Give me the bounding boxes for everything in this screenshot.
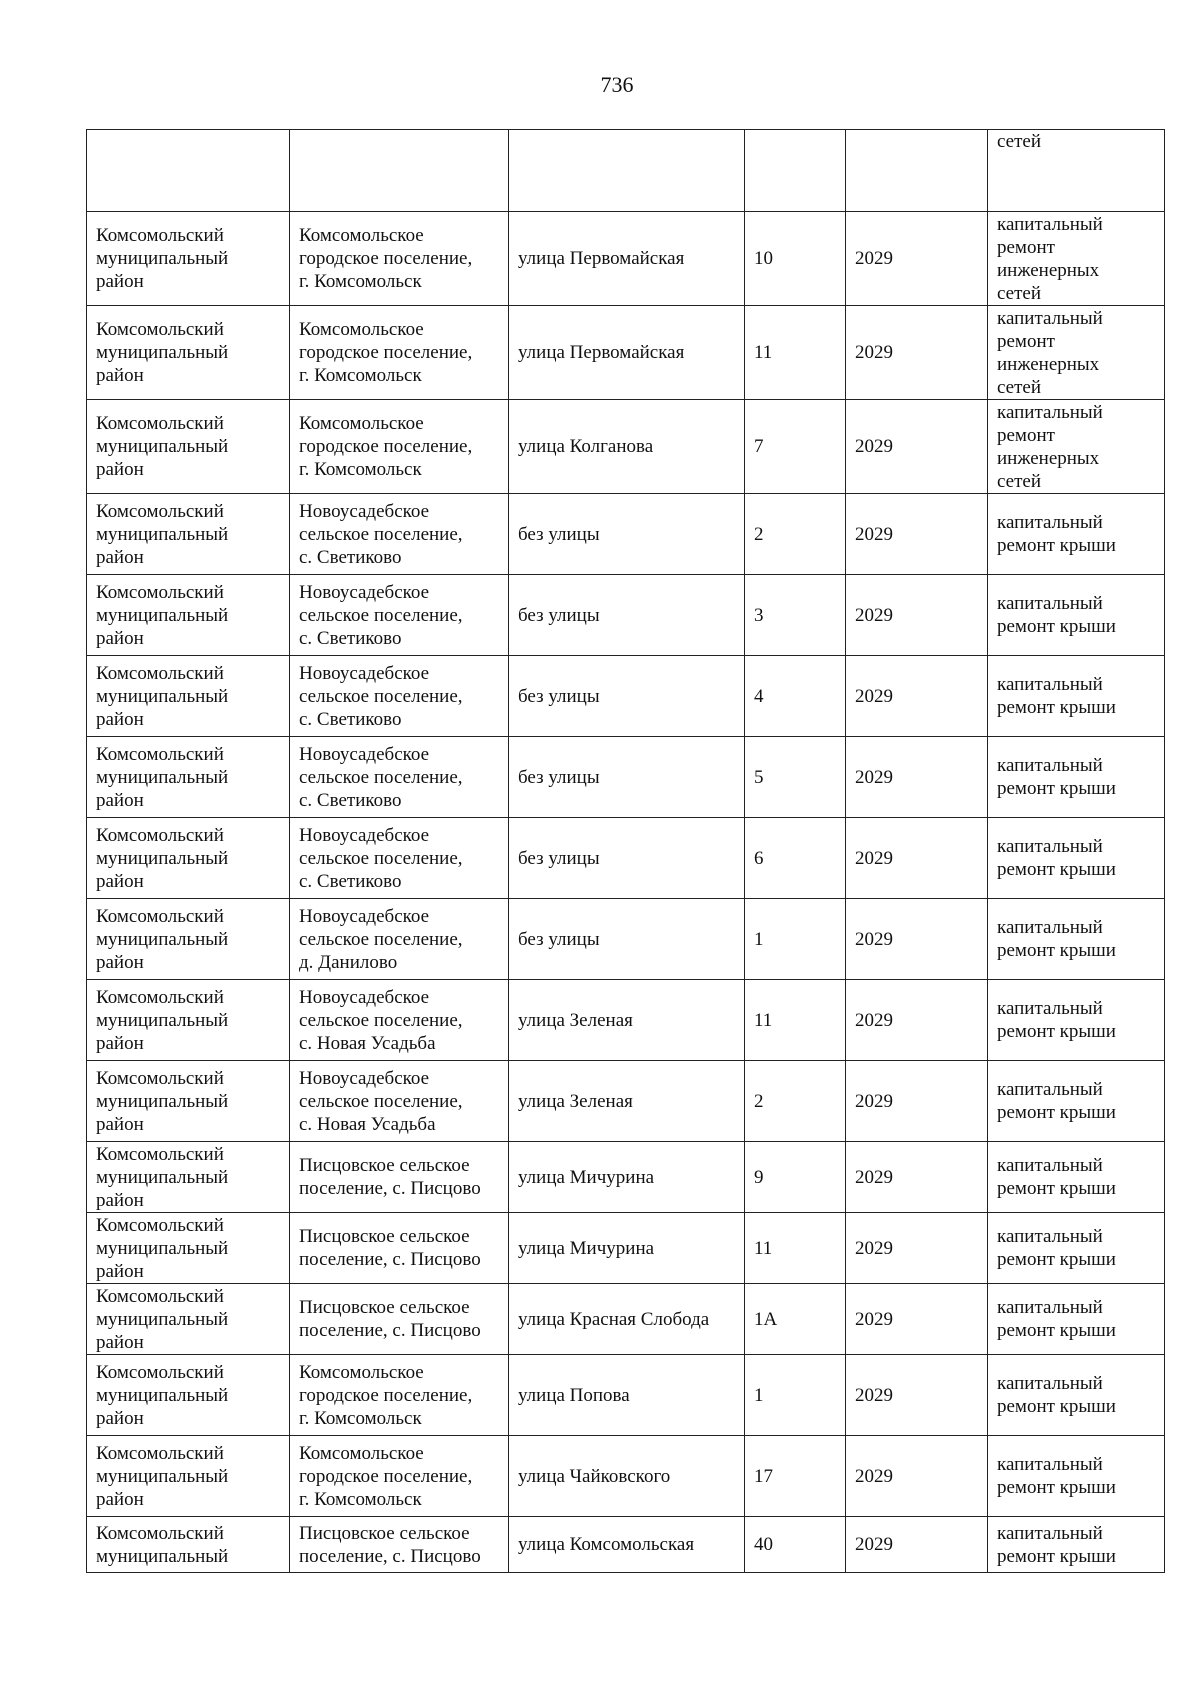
- street-cell: без улицы: [509, 818, 745, 899]
- district-cell: Комсомольский муниципальный район: [87, 818, 290, 899]
- district-cell: Комсомольский муниципальный район: [87, 212, 290, 306]
- settlement-cell: Комсомольское городское поселение, г. Комсомольск: [290, 400, 509, 494]
- district-cell: Комсомольский муниципальный район: [87, 1213, 290, 1284]
- settlement-cell: Комсомольское городское поселение, г. Комсомольск: [290, 1355, 509, 1436]
- house-number-cell: 4: [745, 656, 846, 737]
- year-cell: 2029: [846, 980, 988, 1061]
- work-type-cell: капитальный ремонт крыши: [988, 1061, 1165, 1142]
- year-cell: 2029: [846, 818, 988, 899]
- settlement-cell: Комсомольское городское поселение, г. Комсомольск: [290, 1436, 509, 1517]
- table-row: [87, 737, 1165, 818]
- street-cell: без улицы: [509, 656, 745, 737]
- district-cell: Комсомольский муниципальный район: [87, 400, 290, 494]
- year-cell: 2029: [846, 1517, 988, 1573]
- year-cell: 2029: [846, 1436, 988, 1517]
- year-cell: 2029: [846, 575, 988, 656]
- work-type-cell: капитальный ремонт крыши: [988, 1142, 1165, 1213]
- settlement-cell: Комсомольское городское поселение, г. Комсомольск: [290, 306, 509, 400]
- table-row: [87, 212, 1165, 306]
- year-cell: 2029: [846, 656, 988, 737]
- house-number-cell: 1: [745, 1355, 846, 1436]
- street-cell: улица Попова: [509, 1355, 745, 1436]
- table-row: [87, 818, 1165, 899]
- house-number-cell: 3: [745, 575, 846, 656]
- work-type-cell: капитальный ремонт крыши: [988, 494, 1165, 575]
- table-row: [87, 1142, 1165, 1213]
- street-cell: улица Мичурина: [509, 1213, 745, 1284]
- house-number-cell: 1А: [745, 1284, 846, 1355]
- house-number-cell: 11: [745, 306, 846, 400]
- street-cell: улица Первомайская: [509, 212, 745, 306]
- house-number-cell: 9: [745, 1142, 846, 1213]
- district-cell: Комсомольский муниципальный район: [87, 1355, 290, 1436]
- house-number-cell: 6: [745, 818, 846, 899]
- housing-repair-table: [86, 129, 1165, 1573]
- work-type-cell: капитальный ремонт крыши: [988, 818, 1165, 899]
- district-cell: Комсомольский муниципальный район: [87, 980, 290, 1061]
- settlement-cell: Новоусадебское сельское поселение, с. Новая Усадьба: [290, 1061, 509, 1142]
- settlement-cell: Писцовское сельское поселение, с. Писцово: [290, 1213, 509, 1284]
- work-type-cell: капитальный ремонт инженерных сетей: [988, 212, 1165, 306]
- table-row: [87, 400, 1165, 494]
- settlement-cell: Новоусадебское сельское поселение, с. Новая Усадьба: [290, 980, 509, 1061]
- settlement-cell: Писцовское сельское поселение, с. Писцово: [290, 1517, 509, 1573]
- house-number-cell: 11: [745, 980, 846, 1061]
- table-row: [87, 1284, 1165, 1355]
- work-type-cell: капитальный ремонт инженерных сетей: [988, 306, 1165, 400]
- table-row: [87, 575, 1165, 656]
- house-number-cell: 1: [745, 899, 846, 980]
- page-number: 736: [600, 72, 634, 97]
- house-number-cell: 17: [745, 1436, 846, 1517]
- table-row: [87, 1061, 1165, 1142]
- street-cell: улица Красная Слобода: [509, 1284, 745, 1355]
- settlement-cell: Новоусадебское сельское поселение, д. Данилово: [290, 899, 509, 980]
- district-cell: Комсомольский муниципальный район: [87, 494, 290, 575]
- work-type-cell: капитальный ремонт инженерных сетей: [988, 400, 1165, 494]
- district-cell: Комсомольский муниципальный район: [87, 656, 290, 737]
- work-type-cell: капитальный ремонт крыши: [988, 899, 1165, 980]
- district-cell: Комсомольский муниципальный район: [87, 1436, 290, 1517]
- settlement-cell: Писцовское сельское поселение, с. Писцово: [290, 1284, 509, 1355]
- table-row: [87, 656, 1165, 737]
- table-row: [87, 1213, 1165, 1284]
- district-cell: [87, 130, 290, 212]
- work-type-cell: капитальный ремонт крыши: [988, 575, 1165, 656]
- street-cell: без улицы: [509, 575, 745, 656]
- table-row: [87, 1355, 1165, 1436]
- year-cell: 2029: [846, 1355, 988, 1436]
- table-row: [87, 980, 1165, 1061]
- table-body: [87, 130, 1165, 1573]
- street-cell: улица Чайковского: [509, 1436, 745, 1517]
- house-number-cell: [745, 130, 846, 212]
- settlement-cell: Писцовское сельское поселение, с. Писцово: [290, 1142, 509, 1213]
- table-row-continuation: [87, 130, 1165, 212]
- work-type-cell: капитальный ремонт крыши: [988, 1436, 1165, 1517]
- year-cell: 2029: [846, 306, 988, 400]
- table-row: [87, 1436, 1165, 1517]
- year-cell: 2029: [846, 212, 988, 306]
- settlement-cell: Новоусадебское сельское поселение, с. Светиково: [290, 494, 509, 575]
- house-number-cell: 40: [745, 1517, 846, 1573]
- year-cell: 2029: [846, 737, 988, 818]
- street-cell: без улицы: [509, 737, 745, 818]
- street-cell: [509, 130, 745, 212]
- work-type-cell: капитальный ремонт крыши: [988, 1284, 1165, 1355]
- house-number-cell: 10: [745, 212, 846, 306]
- settlement-cell: Новоусадебское сельское поселение, с. Светиково: [290, 656, 509, 737]
- year-cell: 2029: [846, 1213, 988, 1284]
- settlement-cell: Новоусадебское сельское поселение, с. Светиково: [290, 737, 509, 818]
- work-type-cell: капитальный ремонт крыши: [988, 1213, 1165, 1284]
- settlement-cell: [290, 130, 509, 212]
- work-type-cell: капитальный ремонт крыши: [988, 737, 1165, 818]
- district-cell: Комсомольский муниципальный район: [87, 1142, 290, 1213]
- district-cell: Комсомольский муниципальный: [87, 1517, 290, 1573]
- table-row: [87, 1517, 1165, 1573]
- street-cell: улица Комсомольская: [509, 1517, 745, 1573]
- table-row: [87, 494, 1165, 575]
- street-cell: улица Колганова: [509, 400, 745, 494]
- year-cell: 2029: [846, 1284, 988, 1355]
- work-type-cell: капитальный ремонт крыши: [988, 656, 1165, 737]
- work-type-cell: капитальный ремонт крыши: [988, 980, 1165, 1061]
- street-cell: улица Зеленая: [509, 1061, 745, 1142]
- district-cell: Комсомольский муниципальный район: [87, 737, 290, 818]
- street-cell: без улицы: [509, 494, 745, 575]
- year-cell: 2029: [846, 1061, 988, 1142]
- house-number-cell: 2: [745, 1061, 846, 1142]
- work-type-cell: капитальный ремонт крыши: [988, 1517, 1165, 1573]
- house-number-cell: 5: [745, 737, 846, 818]
- house-number-cell: 11: [745, 1213, 846, 1284]
- district-cell: Комсомольский муниципальный район: [87, 1061, 290, 1142]
- district-cell: Комсомольский муниципальный район: [87, 1284, 290, 1355]
- street-cell: улица Мичурина: [509, 1142, 745, 1213]
- settlement-cell: Новоусадебское сельское поселение, с. Светиково: [290, 818, 509, 899]
- year-cell: 2029: [846, 400, 988, 494]
- work-type-cell: сетей: [988, 130, 1165, 212]
- year-cell: 2029: [846, 1142, 988, 1213]
- district-cell: Комсомольский муниципальный район: [87, 575, 290, 656]
- year-cell: 2029: [846, 899, 988, 980]
- street-cell: без улицы: [509, 899, 745, 980]
- district-cell: Комсомольский муниципальный район: [87, 899, 290, 980]
- street-cell: улица Зеленая: [509, 980, 745, 1061]
- settlement-cell: Комсомольское городское поселение, г. Комсомольск: [290, 212, 509, 306]
- house-number-cell: 7: [745, 400, 846, 494]
- district-cell: Комсомольский муниципальный район: [87, 306, 290, 400]
- year-cell: 2029: [846, 494, 988, 575]
- settlement-cell: Новоусадебское сельское поселение, с. Светиково: [290, 575, 509, 656]
- street-cell: улица Первомайская: [509, 306, 745, 400]
- table-row: [87, 899, 1165, 980]
- year-cell: [846, 130, 988, 212]
- work-type-cell: капитальный ремонт крыши: [988, 1355, 1165, 1436]
- house-number-cell: 2: [745, 494, 846, 575]
- table-row: [87, 306, 1165, 400]
